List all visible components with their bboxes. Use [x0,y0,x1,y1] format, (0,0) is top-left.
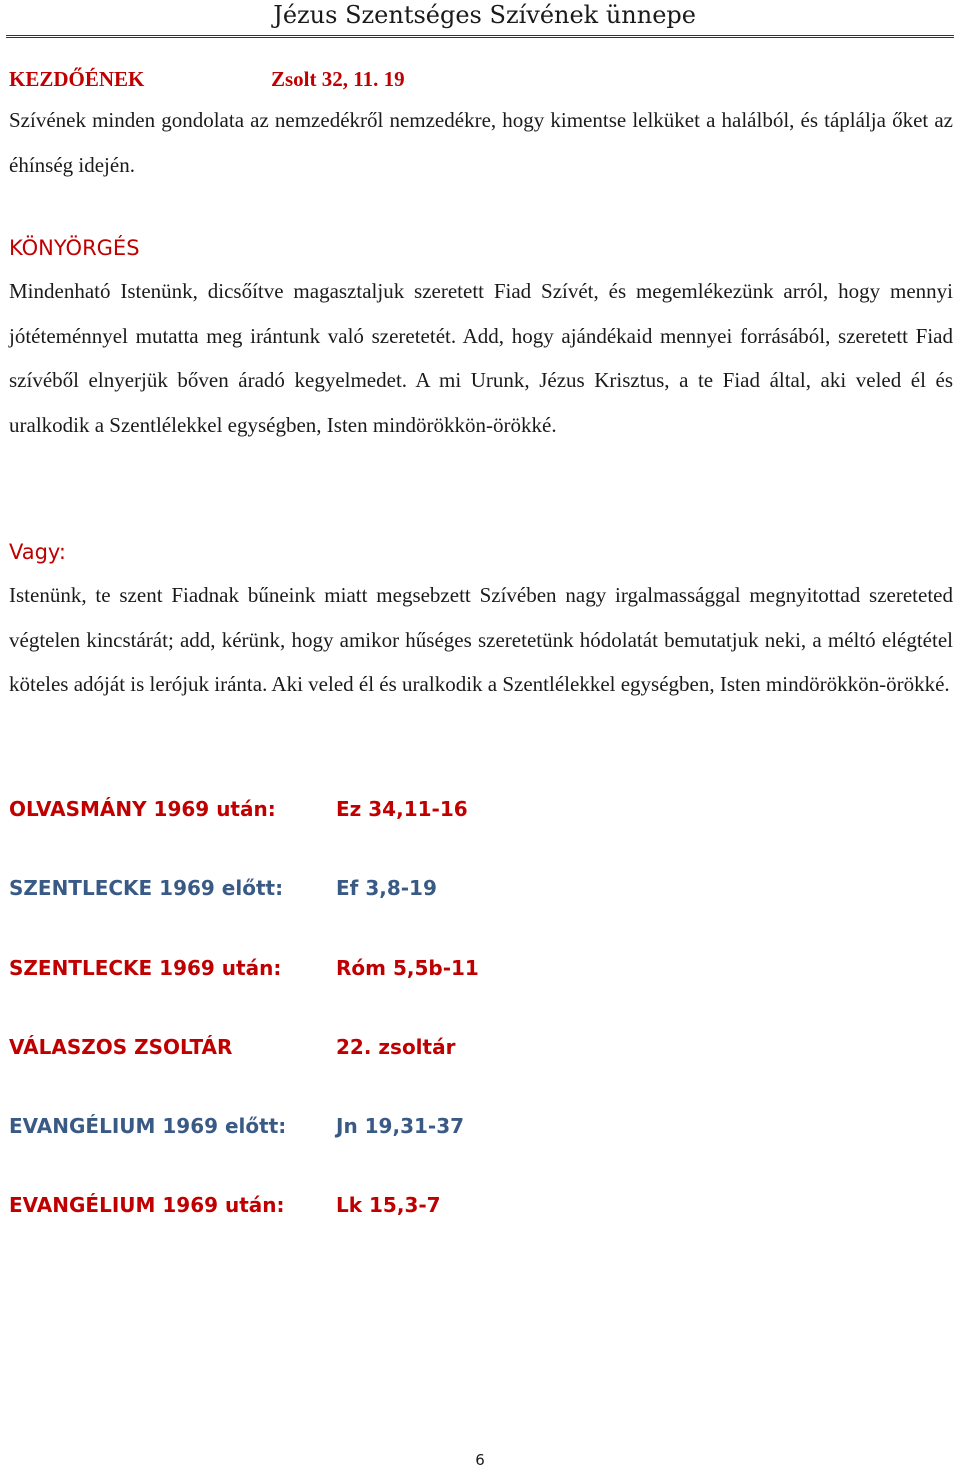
reading-label: EVANGÉLIUM 1969 után: [9,1193,285,1217]
page-number: 6 [475,1451,485,1469]
reading-reference: 22. zsoltár [336,1035,456,1059]
entrance-antiphon-reference: Zsolt 32, 11. 19 [271,67,405,91]
entrance-antiphon-text: Szívének minden gondolata az nemzedékről nemzedékre, hogy kimentse lelküket a halálból, és táplálja őket az éhínség idején. [9,108,953,177]
reading-label: VÁLASZOS ZSOLTÁR [9,1035,233,1059]
reading-row [9,873,909,903]
reading-row [9,794,909,824]
collect-section [9,226,953,447]
reading-reference: Lk 15,3-7 [336,1193,441,1217]
reading-label: EVANGÉLIUM 1969 előtt: [9,1114,287,1138]
reading-row [9,1111,909,1141]
reading-reference: Ef 3,8-19 [336,876,437,900]
reading-row [9,1190,909,1220]
entrance-antiphon-section [9,57,953,187]
reading-label: OLVASMÁNY 1969 után: [9,797,276,821]
collect-text: Mindenható Istenünk, dicsőítve magasztaljuk szeretett Fiad Szívét, és megemlékezünk arról, hogy mennyi jótéteménnyel mutatta meg irántunk való szeretetét. Add, hogy ajándékaid mennyei forrásából, szeretett Fiad szívéből elnyerjük bőven áradó kegyelmedet. A mi Urunk, Jézus Krisztus, a te Fiad által, aki veled él és uralkodik a Szentlélekkel egységben, Isten mindörökkön-örökké. [9,279,953,437]
reading-reference: Ez 34,11-16 [336,797,468,821]
alternative-heading: Vagy: [9,540,66,564]
entrance-antiphon-label: KEZDŐÉNEK [9,67,145,91]
reading-row [9,1032,909,1062]
header-title: Jézus Szentséges Szívének ünnepe [273,1,696,29]
entrance-antiphon-heading [9,57,953,101]
reading-label: SZENTLECKE 1969 előtt: [9,876,284,900]
reading-reference: Jn 19,31-37 [336,1114,465,1138]
alternative-text: Istenünk, te szent Fiadnak bűneink miatt megsebzett Szívében nagy irgalmassággal megnyitottad szereteted végtelen kincstárát; add, kérünk, hogy amikor hűséges szeretetünk hódolatát bemutatjuk neki, a méltó elégtétel köteles adóját is lerójuk iránta. Aki veled él és uralkodik a Szentlélekkel egységben, Isten mindörökkön-örökké. [9,583,953,696]
collect-heading: KÖNYÖRGÉS [9,236,140,260]
header-divider [6,35,954,38]
reading-reference: Róm 5,5b-11 [336,956,479,980]
reading-row [9,953,909,983]
reading-label: SZENTLECKE 1969 után: [9,956,282,980]
alternative-section [9,530,953,707]
